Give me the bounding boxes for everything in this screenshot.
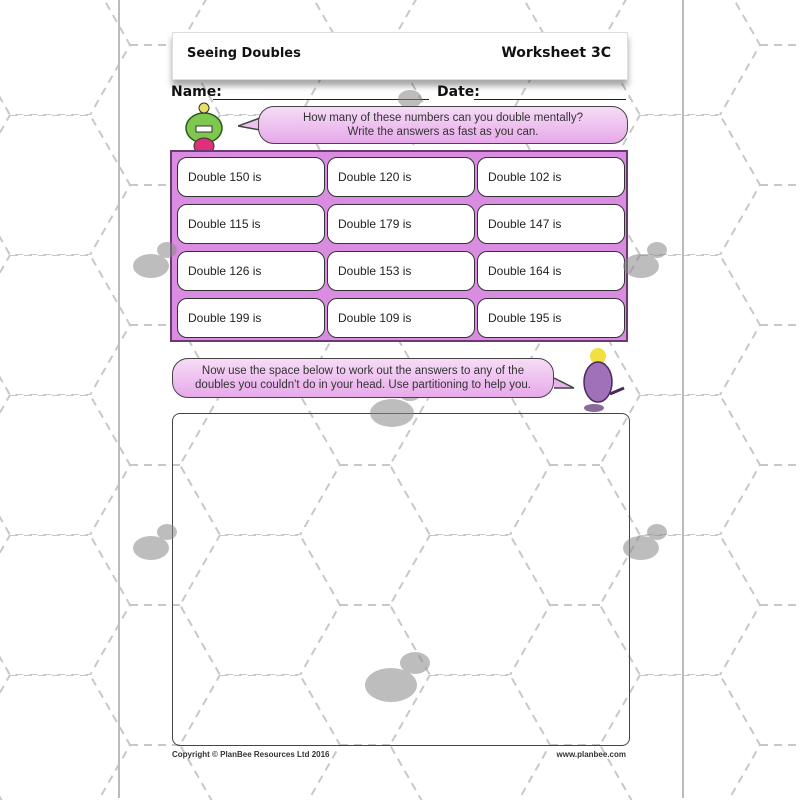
bee-watermark-icon [615,520,675,565]
instruction-line: Write the answers as fast as you can. [347,126,539,138]
instruction-bubble-bottom [172,358,554,398]
instruction-line: Now use the space below to work out the answers to any of the [201,365,525,377]
question-cell[interactable]: Double 102 is [477,157,625,197]
instruction-line: How many of these numbers can you double mentally? [303,112,583,124]
question-cell[interactable]: Double 147 is [477,204,625,244]
bee-watermark-icon [125,520,185,565]
name-label: Name: [171,84,222,100]
doubles-grid [170,150,628,342]
question-cell[interactable]: Double 164 is [477,251,625,291]
question-cell[interactable]: Double 109 is [327,298,475,338]
copyright-text: Copyright © PlanBee Resources Ltd 2016 [172,750,330,759]
question-cell[interactable]: Double 120 is [327,157,475,197]
instruction-bubble-top [258,106,628,144]
question-cell[interactable]: Double 153 is [327,251,475,291]
frog-mascot-icon [172,100,242,156]
website-link[interactable]: www.planbee.com [556,750,626,759]
question-cell[interactable]: Double 126 is [177,251,325,291]
date-field[interactable] [474,99,626,100]
worksheet-header [172,32,628,80]
question-cell[interactable]: Double 150 is [177,157,325,197]
worksheet-title: Seeing Doubles [187,46,301,61]
question-cell[interactable]: Double 199 is [177,298,325,338]
question-cell[interactable]: Double 115 is [177,204,325,244]
date-label: Date: [437,84,480,100]
bee-watermark-icon [355,645,440,710]
bee-watermark-icon [615,238,675,283]
question-cell[interactable]: Double 195 is [477,298,625,338]
bee-watermark-icon [125,238,185,283]
worksheet-number: Worksheet 3C [501,45,611,61]
question-cell[interactable]: Double 179 is [327,204,475,244]
speech-tail-icon [552,376,576,392]
instruction-line: doubles you couldn't do in your head. Use partitioning to help you. [195,379,531,391]
dragon-mascot-icon [570,344,630,414]
